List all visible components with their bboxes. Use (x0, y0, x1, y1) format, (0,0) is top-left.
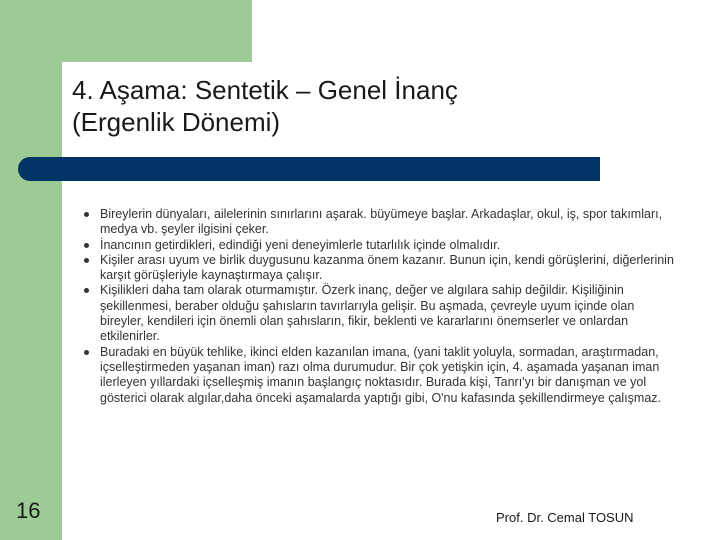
bullet-item (84, 345, 674, 406)
top-accent-band (0, 0, 252, 62)
bullet-dot-icon (84, 350, 89, 355)
bullet-text: Kişiler arası uyum ve birlik duygusunu kazanma önem kazanır. Bunun için, kendi görüşlerini, diğerlerinin karşıt görüşleriyle kaynaştırmaya çalışır. (100, 252, 674, 283)
author-footer: Prof. Dr. Cemal TOSUN (496, 510, 634, 525)
bullet-item (84, 207, 674, 238)
slide-number: 16 (16, 498, 41, 523)
bullet-text: Kişilikleri daha tam olarak oturmamıştır. Özerk inanç, değer ve algılara sahip değildir. Kişiliğinin şekillenmesi, beraber olduğu şahısların tavırlarıyla gelişir. Bu aşmada, çevreyle uyum içinde olan bireyler, kendileri için önemli olan şahısların, fikir, beklenti ve kararlarını önemserler ve onlardan etkilenirler. (100, 283, 635, 344)
bullet-text: Bireylerin dünyaları, ailelerinin sınırlarını aşarak. büyümeye başlar. Arkadaşlar, okul, iş, spor takımları, medya vb. şeyler ilgisini çeker. (100, 207, 663, 237)
left-accent-band (0, 0, 62, 540)
bullet-list (84, 207, 674, 406)
bullet-dot-icon (84, 243, 89, 248)
slide-title-line-2: (Ergenlik Dönemi) (72, 107, 281, 137)
bullet-item (84, 238, 674, 253)
slide-title (72, 74, 632, 138)
bullet-text: İnancının getirdikleri, edindiği yeni deneyimlerle tutarlılık içinde olmalıdır. (100, 237, 501, 252)
bullet-item (84, 283, 674, 344)
title-divider-bar (18, 157, 600, 181)
bullet-dot-icon (84, 258, 89, 263)
slide-title-line-1: 4. Aşama: Sentetik – Genel İnanç (72, 75, 458, 105)
bullet-item (84, 253, 674, 284)
bullet-dot-icon (84, 212, 89, 217)
bullet-dot-icon (84, 288, 89, 293)
bullet-text: Buradaki en büyük tehlike, ikinci elden kazanılan imana, (yani taklit yoluyla, sormadan, araştırmadan, içselleştirmeden yaşanan iman) razı olma durumudur. Bir çok yetişkin için, 4. aşamada yaşanan iman ilerleyen yıllardaki içselleşmiş imanın başlangıç noktasıdır. Burada kişi, Tanrı'yı bir danışman ve yol gösterici olarak algılar,daha önceki aşamalarda yaptığı gibi, O'nu kafasında şekillendirmeye çalışmaz. (100, 344, 662, 405)
